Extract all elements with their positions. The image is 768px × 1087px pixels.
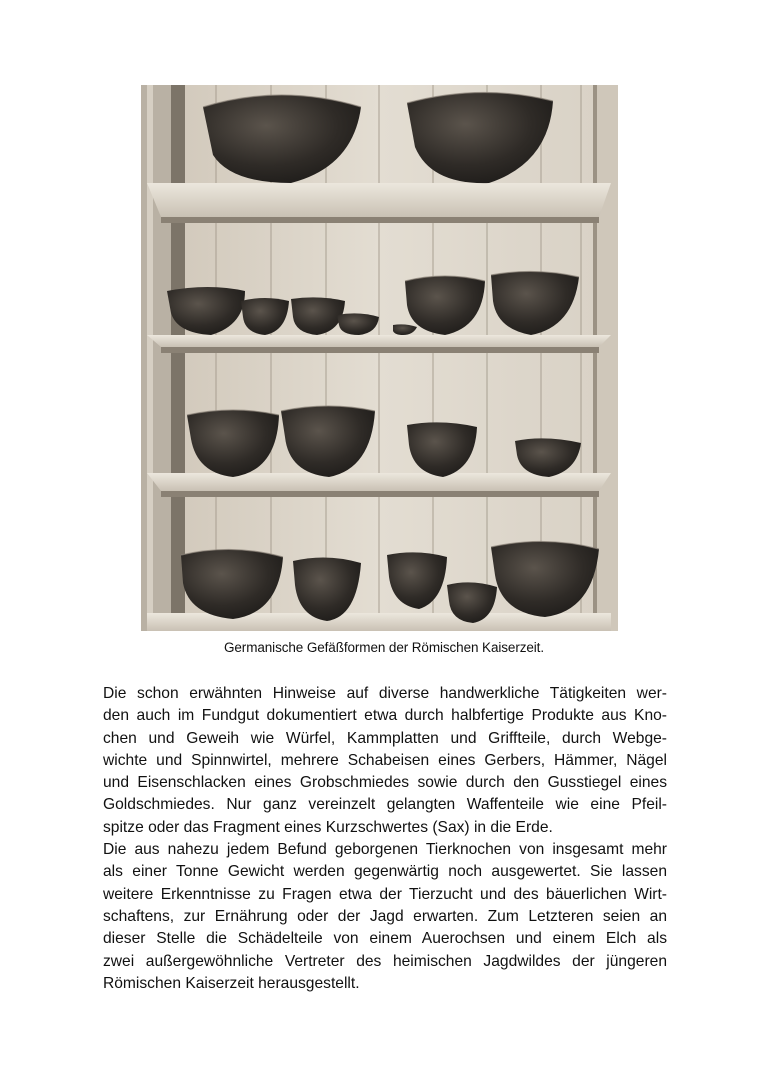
text-line: den auch im Fundgut dokumentiert etwa durch halbfertige Produkte aus Kno- <box>103 707 667 725</box>
text-line: Goldschmiedes. Nur ganz vereinzelt gelangten Waffenteile wie eine Pfeil- <box>103 796 667 814</box>
paragraph-animal-bones <box>103 839 667 995</box>
paragraph-crafts <box>103 683 667 839</box>
article-body <box>103 683 667 995</box>
text-line: Die aus nahezu jedem Befund geborgenen Tierknochen von insgesamt mehr <box>103 841 667 859</box>
pottery-shelf-illustration <box>141 85 618 631</box>
text-line: schaftens, zur Ernährung oder der Jagd erwarten. Zum Letzteren seien an <box>103 907 667 925</box>
text-line: und Eisenschlacken eines Grobschmiedes sowie durch den Gusstiegel eines <box>103 774 667 792</box>
text-line: spitze oder das Fragment eines Kurzschwertes (Sax) in die Erde. <box>103 818 553 836</box>
text-line: Römischen Kaiserzeit herausgestellt. <box>103 974 360 992</box>
text-line: weitere Erkenntnisse zu Fragen etwa der Tierzucht und des bäuerlichen Wirt- <box>103 885 667 903</box>
text-line: chen und Geweih wie Würfel, Kammplatten und Griffteile, durch Webge- <box>103 729 667 747</box>
pottery-shelf-photo <box>141 85 618 631</box>
text-line: als einer Tonne Gewicht werden gegenwärtig noch ausgewertet. Sie lassen <box>103 863 667 881</box>
text-line: Die schon erwähnten Hinweise auf diverse handwerkliche Tätigkeiten wer- <box>103 685 667 702</box>
text-line: zwei außergewöhnliche Vertreter des heimischen Jagdwildes der jüngeren <box>103 952 667 970</box>
figure-caption: Germanische Gefäßformen der Römischen Kaiserzeit. <box>224 640 544 655</box>
text-line: wichte und Spinnwirtel, mehrere Schabeisen eines Gerbers, Hämmer, Nägel <box>103 751 667 769</box>
text-line: dieser Stelle die Schädelteile von einem Auerochsen und einem Elch als <box>103 930 667 948</box>
